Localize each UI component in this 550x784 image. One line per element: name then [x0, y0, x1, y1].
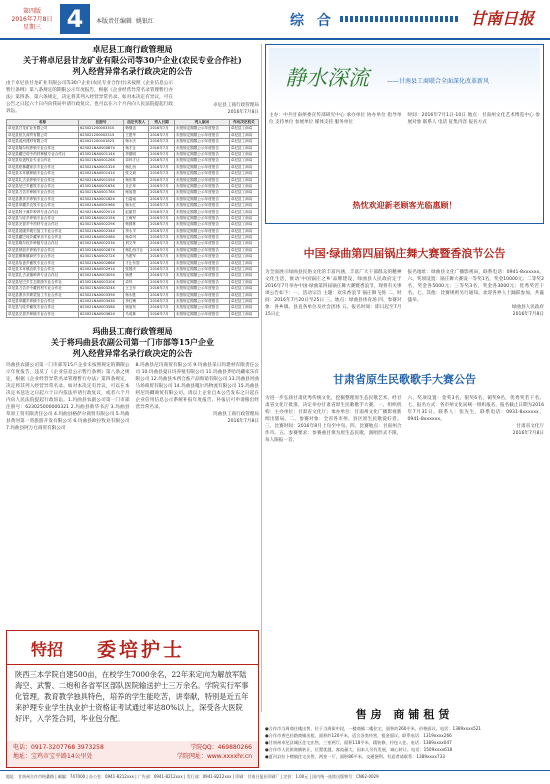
exhibition-info-right: 时间：2016年7月1日-10日 地点：甘南州文化艺术博览中心 参展对象 联系人 电话 征集内容 报名方式	[407, 113, 540, 125]
table-cell: 623021NA000305X	[78, 273, 123, 279]
table-cell: 2016年7月	[149, 305, 175, 311]
table-cell: 2016年7月	[149, 171, 175, 177]
table-cell: 2016年7月	[149, 215, 175, 221]
classified-line: ●合作市当周商住楼出售，位于当周街中段，一楼商铺二楼住宅，面积约260平米，价格面议。电话：1389xxxx521	[265, 726, 482, 731]
table-cell: 杨才让	[124, 145, 149, 151]
table-cell: 未按规定期限公示年度报告	[174, 158, 229, 164]
classified-line: ●合作市香巴拉路商铺出租，面积约120平米，适合各类经营，租金面议。联系电话：1319xxxx266	[265, 733, 452, 738]
table-cell: 卓尼县恒久商贸有限公司	[7, 132, 79, 138]
table-cell: 2016年7月	[149, 292, 175, 298]
table-cell: 卓尼县工商局	[229, 292, 258, 298]
table-cell: 623021200001823	[78, 139, 123, 145]
article-maqu-date: 2016年7月8日	[227, 419, 259, 425]
table-cell: 卓尼县木耳镇农机专业合作社	[7, 266, 79, 272]
exhibition-info-left: 主办：中共甘南州委宣传部研究中心 承办单位 协办单位 指导单位 支持单位 参展单位 媒体支持 服务单位	[269, 113, 402, 125]
article-guozhuang-col2: 报名地址：绿曲县文化广播影视局，联系电话：0941-8xxxxxx。六、奖项设置：锅庄舞大赛设一等奖1名，奖金10000元；二等奖2名，奖金各5000元；三等奖3名，奖金各3000元；优秀奖若干名。七、其他：比赛规则另行通知。欢迎各界人士踊跃参加，共襄盛举。	[407, 270, 544, 303]
table-cell: 2016年7月	[149, 139, 175, 145]
table-cell: 623021NA000132X	[78, 164, 123, 170]
table-cell: 卓尼县工商局	[229, 279, 258, 285]
table-cell: 卓尼县工商局	[229, 254, 258, 260]
table-cell: 2016年7月	[149, 298, 175, 304]
table-cell: 623021NA000155X	[78, 177, 123, 183]
table-cell: 未按规定期限公示年度报告	[174, 190, 229, 196]
table-cell: 未按规定期限公示年度报告	[174, 254, 229, 260]
table-cell: 卓尼县工商局	[229, 311, 258, 317]
table-cell: 卓尼县洮砚乡砚石加工专业合作社	[7, 228, 79, 234]
table-cell: 马成林	[124, 311, 149, 317]
table-cell: 2016年7月	[149, 241, 175, 247]
abnormal-list-table	[6, 119, 259, 318]
table-cell: 2016年7月	[149, 196, 175, 202]
table-cell: 623021200002515	[78, 132, 123, 138]
article-guozhuang-col1: 为全面展示绿曲县民俗文化的丰富内涵，丰富广大干部群众的精神文化生活，推动‘中国锅庄之乡’品牌建设，绿曲县人民政府定于2016年7月举办中国·绿曲第四届锅庄舞大赛暨香浪节，现将有关事项公告如下：一、活动宗旨 主题：欢乐香浪节 锅庄舞飞扬 二、时间：2016年7月20日至25日 三、地点：绿曲县体育场 四、参赛对象：各乡镇、县直各单位及社会团体 五、报名时间：即日起至7月15日止	[265, 270, 402, 317]
table-header-cell: 注册号	[78, 120, 123, 126]
table-cell: 卓尼县扎古录镇种养专业合作社	[7, 273, 79, 279]
nurse-ad-tag: 特招	[31, 640, 64, 659]
table-cell: 李红梅	[124, 298, 149, 304]
table-cell: 未按规定期限公示年度报告	[174, 311, 229, 317]
table-cell: 2016年7月	[149, 247, 175, 253]
table-cell: 杨国栋	[124, 222, 149, 228]
article-maqu-subtitle: 列入经营异常名录行政决定的公告	[72, 348, 193, 359]
table-cell: 卓尼县完冒乡中药材专业合作社	[7, 222, 79, 228]
page-footer: 地址：甘南州合作市格桑路 | 邮编：747000 | 办公室：0941-8212xxx | 广告部：0941-8212xxx | 发行部：0941-8212xxx | 印刷：甘南日报社印刷厂 | 定价：1.00元 | 国内统一连续出版物号：CN62-0029	[0, 770, 550, 784]
left-column	[6, 44, 259, 432]
table-cell: 张文斌	[124, 171, 149, 177]
table-cell: 杨加措	[124, 190, 149, 196]
issue-date: 2016年7月8日	[11, 16, 53, 23]
exhibition-ad	[265, 44, 544, 224]
table-cell: 卓尼县工商局	[229, 196, 258, 202]
table-cell: 卓尼县纳浪乡养殖专业合作社	[7, 247, 79, 253]
table-cell: 卓尼县工商局	[229, 215, 258, 221]
table-cell: 旦正草	[124, 183, 149, 189]
table-cell: 卓尼县工商局	[229, 139, 258, 145]
right-column	[265, 44, 544, 444]
table-cell: 2016年7月	[149, 266, 175, 272]
table-cell: 杨永胜	[124, 292, 149, 298]
table-cell: 赵丽君	[124, 209, 149, 215]
table-cell: 未按规定期限公示年度报告	[174, 222, 229, 228]
table-cell: 623021NA000114X	[78, 151, 123, 157]
table-cell: 623021NA000234X	[78, 228, 123, 234]
table-cell: 623021NA000087X	[78, 145, 123, 151]
table-header-cell: 法定代表人	[124, 120, 149, 126]
table-cell: 卓尼县工商局	[229, 158, 258, 164]
table-cell: 623021NA000182X	[78, 196, 123, 202]
table-cell: 2016年7月	[149, 126, 175, 132]
table-cell: 卓尼县工商局	[229, 286, 258, 292]
table-cell: 卓尼县工商局	[229, 298, 258, 304]
article-zhuoni-title: 关于将卓尼县甘龙矿业有限公司等30户企业(农民专业合作社)	[23, 55, 242, 65]
table-cell: 杨勇	[124, 273, 149, 279]
table-cell: 623021NA000126X	[78, 158, 123, 164]
table-cell: 卓尼县工商局	[229, 183, 258, 189]
nurse-ad-phone: 电话：0917-3207768 3973258	[13, 744, 104, 751]
table-cell: 李德明	[124, 151, 149, 157]
table-cell: 未按规定期限公示年度报告	[174, 164, 229, 170]
table-cell: 卓尼县工商局	[229, 305, 258, 311]
table-cell: 卓尼县康多乡养殖专业合作社	[7, 196, 79, 202]
table-cell: 623021NA000248X	[78, 235, 123, 241]
table-cell: 623021NA000267X	[78, 247, 123, 253]
table-cell: 623021200003310	[78, 126, 123, 132]
table-cell: 623021NA000201X	[78, 209, 123, 215]
table-cell: 卓玛才让	[124, 158, 149, 164]
article-guozhuang-date: 2016年7月8日	[512, 312, 544, 317]
table-cell: 杨卓玛	[124, 235, 149, 241]
masthead	[0, 0, 550, 40]
article-maqu-title: 关于将玛曲县农副公司第一门市部等15户企业	[50, 337, 215, 348]
table-cell: 2016年7月	[149, 222, 175, 228]
table-cell: 杨东珠	[124, 177, 149, 183]
table-cell: 卓尼县工商局	[229, 132, 258, 138]
nurse-ad-header	[7, 631, 258, 665]
table-cell: 卓尼县柏林藏家乐专业合作社	[7, 164, 79, 170]
table-cell: 未按规定期限公示年度报告	[174, 145, 229, 151]
table-cell: 卓尼县工商局	[229, 171, 258, 177]
table-cell: 卓尼县阿子滩乡种养专业合作社	[7, 209, 79, 215]
nurse-recruitment-ad	[6, 630, 259, 768]
article-zhuoni-body: 由于卓尼县甘龙矿业有限公司等30户企业(农民专业合作社)未按照《企业信息公示暂行条例》第八条规定的期限公示年度报告，根据《企业经营异常名录管理暂行办法》第四条、第六条规定，决定将其列入经营异常名录。如对本决定有异议，可在公告之日起六十日内向我局申请行政复议，也可以在六个月内向人民法院提起行政诉讼。	[6, 81, 173, 114]
article-maqu-signature: 玛曲县工商行政管理局	[213, 412, 259, 418]
table-cell: 未按规定期限公示年度报告	[174, 241, 229, 247]
table-cell: 卓尼县木耳镇种植专业合作社	[7, 171, 79, 177]
nurse-ad-address: 地址：宝鸡市宝平路14公里处	[13, 753, 93, 760]
table-cell: 未按规定期限公示年度报告	[174, 171, 229, 177]
table-cell: 卓尼县工商局	[229, 164, 258, 170]
table-cell: 卓尼县工商局	[229, 145, 258, 151]
article-folksong-col1: 为进一步弘扬甘肃优秀传统文化，挖掘整理原生态民歌艺术，经甘肃省文化厅批准，决定举办甘肃省原生民歌歌手大赛。一、组织机构：主办单位：甘肃省文化厅；承办单位：甘南州文化广播影视新闻出版局。二、参赛对象：全省各市州、县区原生民歌爱好者。三、比赛时间：2016年8月上旬至中旬。四、比赛地点：甘南州合作市。五、参赛要求：参赛曲目须为原生态民歌，演唱形式不限，每人限报一首。	[265, 396, 402, 443]
table-cell: 未按规定期限公示年度报告	[174, 260, 229, 266]
table-cell: 卓尼县工商局	[229, 273, 258, 279]
table-cell: 2016年7月	[149, 254, 175, 260]
column-divider	[261, 44, 262, 712]
table-cell: 623021NA000310X	[78, 279, 123, 285]
table-cell: 杨永庆	[124, 139, 149, 145]
table-cell: 2016年7月	[149, 164, 175, 170]
table-cell: 卓尼县喀尔钦养殖专业合作社	[7, 145, 79, 151]
table-cell: 未按规定期限公示年度报告	[174, 215, 229, 221]
article-guozhuang-signature: 绿曲县人民政府	[511, 305, 544, 310]
table-cell: 卓玛	[124, 279, 149, 285]
edition-label: 第四版	[22, 8, 41, 15]
editor-name: 姚银红	[135, 18, 154, 25]
article-zhuoni-authority: 卓尼县工商行政管理局	[92, 44, 173, 54]
classified-sale-title: 售房 商铺租赁	[355, 708, 454, 721]
table-cell: 未按规定期限公示年度报告	[174, 132, 229, 138]
table-cell: 2016年7月	[149, 279, 175, 285]
classified-line: ●合作市人民街商铺转让，位置优越，客流量大，因本人另有发展，诚心转让。电话：1509xxxx618	[265, 747, 453, 752]
table-cell: 卓尼县工商局	[229, 222, 258, 228]
table-cell: 未按规定期限公示年度报告	[174, 177, 229, 183]
table-cell: 杨永红	[124, 203, 149, 209]
table-cell: 未按规定期限公示年度报告	[174, 126, 229, 132]
table-cell: 卓尼县恰盖乡畜牧专业合作社	[7, 260, 79, 266]
table-cell: 623021NA000163X	[78, 183, 123, 189]
table-cell: 2016年7月	[149, 273, 175, 279]
table-cell: 2016年7月	[149, 177, 175, 183]
article-maqu-col2: 8.玛曲县尼玛商贸有限公司 9.玛曲县采日玛建材有限责任公司 10.玛曲县曼日玛养殖有限公司 11.玛曲县齐哈玛藏家乐有限公司 12.玛曲县木西合畜产品购销有限公司 13.玛曲县河曲马场商贸有限公司 14.玛曲县嘎尔玛物流有限公司 15.玛曲县阿尼玛卿商贸有限公司。请以上企业自本公告发布之日起在企业信用信息公示系统补报年度报告，补报后可申请移出经营异常名录。	[135, 363, 259, 411]
table-cell: 卓尼县刀告乡种植专业合作社	[7, 190, 79, 196]
article-zhuoni-subtitle: 列入经营异常名录行政决定的公告	[72, 66, 193, 76]
nurse-ad-qq: 学院QQ：469880266	[190, 744, 252, 751]
table-cell: 未按规定期限公示年度报告	[174, 298, 229, 304]
table-cell: 2016年7月	[149, 132, 175, 138]
table-cell: 2016年7月	[149, 145, 175, 151]
table-cell: 未按规定期限公示年度报告	[174, 203, 229, 209]
table-cell: 卓尼县完冒乡种植专业合作社	[7, 311, 79, 317]
article-zhuoni-signature: 卓尼县工商行政管理局	[213, 103, 259, 108]
table-cell: 未按规定期限公示年度报告	[174, 279, 229, 285]
table-cell: 卓尼县工商局	[229, 126, 258, 132]
table-cell: 未按规定期限公示年度报告	[174, 228, 229, 234]
table-cell: 刘文华	[124, 241, 149, 247]
table-cell: 2016年7月	[149, 260, 175, 266]
table-cell: 卓尼县工商局	[229, 190, 258, 196]
exhibition-banner	[269, 48, 540, 108]
article-folksong-date: 2016年7月8日	[512, 431, 544, 436]
table-cell: 2016年7月	[149, 158, 175, 164]
article-zhuoni-date: 2016年7月8日	[227, 110, 259, 115]
table-cell: 卓尼县勺哇乡畜牧专业合作社	[7, 305, 79, 311]
table-cell: 未按规定期限公示年度报告	[174, 151, 229, 157]
table-cell: 未按规定期限公示年度报告	[174, 286, 229, 292]
table-cell: 卓尼县尼巴乡生态旅游专业合作社	[7, 279, 79, 285]
table-cell: 卓尼县工商局	[229, 228, 258, 234]
table-cell: 卓尼县工商局	[229, 151, 258, 157]
article-maqu-authority: 玛曲县工商行政管理局	[92, 326, 173, 337]
nurse-ad-contact	[7, 741, 258, 767]
table-cell: 卓尼县柳林镇商贸专业合作社	[7, 254, 79, 260]
table-cell: 2016年7月	[149, 311, 175, 317]
table-cell: 623021NA000362X	[78, 311, 123, 317]
table-cell: 未按规定期限公示年度报告	[174, 305, 229, 311]
table-cell: 卓尼县喀尔钦乡种植专业合作社	[7, 241, 79, 247]
table-cell: 623021NA000324X	[78, 286, 123, 292]
edition-info	[6, 8, 58, 32]
article-folksong-title: 甘肃省原生民歌歌手大赛公告	[333, 373, 476, 386]
table-cell: 卓尼县工商局	[229, 241, 258, 247]
exhibition-slogan: 热忱欢迎新老顾客光临惠顾！	[352, 201, 457, 210]
table-cell: 623021NA000291X	[78, 266, 123, 272]
table-cell: 2016年7月	[149, 209, 175, 215]
table-cell: 2016年7月	[149, 190, 175, 196]
table-cell: 未按规定期限公示年度报告	[174, 183, 229, 189]
table-cell: 张国庆	[124, 266, 149, 272]
exhibition-banner-text: 静水深流	[285, 66, 369, 90]
table-cell: 卓尼县甘龙矿业有限公司	[7, 126, 79, 132]
table-cell: 623021NA000272X	[78, 254, 123, 260]
table-cell: 623021NA000229X	[78, 222, 123, 228]
table-cell: 623021NA000339X	[78, 292, 123, 298]
classified-sale	[265, 706, 544, 768]
newspaper-logo: 甘南日报	[470, 9, 535, 28]
table-cell: 2016年7月	[149, 203, 175, 209]
table-header-cell: 名称	[7, 120, 79, 126]
table-cell: 杨扎西才让	[124, 247, 149, 253]
table-cell: 未按规定期限公示年度报告	[174, 209, 229, 215]
table-cell: 2016年7月	[149, 286, 175, 292]
table-cell: 卓尼县工商局	[229, 260, 258, 266]
article-guozhuang	[265, 246, 544, 318]
table-cell: 623021NA000286X	[78, 260, 123, 266]
exhibition-banner-subtitle: ——甘南县工商联合全面深化改革新风	[387, 78, 490, 85]
table-cell: 石索南	[124, 196, 149, 202]
table-cell: 2016年7月	[149, 183, 175, 189]
table-cell: 卓尼县申藏乡养蜂专业合作社	[7, 298, 79, 304]
table-cell: 卓尼县康多乡蕨菜加工专业合作社	[7, 292, 79, 298]
table-cell: 未按规定期限公示年度报告	[174, 139, 229, 145]
editor-label: 本版责任编辑	[96, 18, 133, 25]
table-cell: 623021NA000253X	[78, 241, 123, 247]
table-cell: 王海军	[124, 215, 149, 221]
classified-line: ●甘南州卓尼县城区住宅出售，三室两厅，面积118平米，精装修，拎包入住。电话：1389xxxx047	[265, 740, 452, 745]
table-cell: 卓尼县工商局	[229, 266, 258, 272]
table-header-cell: 作出决定机关	[229, 120, 258, 126]
nurse-ad-body: 陕西三本学院自建500亩，在校学生7000余名，22年来定向为解放军陆海空、武警、二炮和各省军区部队医院输送护士三万余名。学院实行军事化管理，教育教学独具特色，培养的学生能吃苦，讲奉献，特别是近五年来护理专业学生执业护士资格证考试通过率达80%以上，深受各大医院好评，入学签合同，毕业包分配。	[15, 670, 249, 723]
table-cell: 623021NA000358X	[78, 305, 123, 311]
table-cell: 2016年7月	[149, 228, 175, 234]
table-cell: 2016年7月	[149, 151, 175, 157]
nurse-ad-web: 学院网址：www.xxxxhr.cn	[176, 753, 252, 760]
table-cell: 未按规定期限公示年度报告	[174, 196, 229, 202]
header-decoration	[340, 16, 460, 22]
table-cell: 623021NA000141X	[78, 171, 123, 177]
classified-line: ●夏河县拉卜楞镇住宅出售，两室一厅，面积86平米，交通便利。有意者请联系：1389xxxx733	[265, 754, 445, 759]
table-row	[7, 311, 259, 317]
article-maqu	[6, 326, 259, 432]
table-cell: 卓尼县尼巴乡畜牧专业合作社	[7, 183, 79, 189]
table-cell: 卓尼县刀告乡中藏药材专业合作社	[7, 286, 79, 292]
article-zhuoni	[6, 44, 259, 318]
table-cell: 未按规定期限公示年度报告	[174, 292, 229, 298]
table-cell: 卓尼县勺哇乡养殖专业合作社	[7, 215, 79, 221]
table-cell: 王建华	[124, 132, 149, 138]
table-cell: 623021NA000343X	[78, 298, 123, 304]
table-cell: 卓尼县工商局	[229, 247, 258, 253]
article-folksong	[265, 372, 544, 444]
table-cell: 卓尼县申藏乡农牧专业合作社	[7, 203, 79, 209]
table-cell: 卓尼县扎古录养殖专业合作社	[7, 177, 79, 183]
table-cell: 未按规定期限公示年度报告	[174, 266, 229, 272]
table-cell: 未按规定期限公示年度报告	[174, 235, 229, 241]
table-cell: 卓尼县工商局	[229, 203, 258, 209]
table-header-cell: 列入原因	[174, 120, 229, 126]
weekday: 星期三	[22, 24, 41, 31]
table-cell: 623021NA000178X	[78, 190, 123, 196]
editor-line	[96, 16, 154, 25]
table-cell: 卓尼县工商局	[229, 209, 258, 215]
table-header-cell: 列入日期	[149, 120, 175, 126]
table-cell: 623021NA000215X	[78, 215, 123, 221]
page-number: 4	[60, 4, 90, 34]
section-title: 综 合	[290, 13, 335, 29]
table-cell: 李永平	[124, 228, 149, 234]
article-maqu-col1: 玛曲县农副公司第一门市部等15户企业未按照规定的期限公示年度报告，违反了《企业信息公示暂行条例》第八条之规定，根据《企业经营异常名录管理暂行办法》第四条规定，决定将其列入经营异常名录。如对本决定有异议，可以在本决定书送达之日起六十日内依法申请行政复议，或者六个月内向人民法院提起行政诉讼。1.玛曲县农副公司第一门市部 注册号：623025000000321 2.玛曲县新华书店 3.玛曲县草原工贸有限责任公司 4.玛曲县格萨尔商贸有限公司 5.玛曲县黄河第一湾旅游开发有限公司 6.玛曲县欧拉牧业有限公司 7.玛曲县阿万仓商贸有限公司	[6, 363, 130, 432]
table-cell: 未按规定期限公示年度报告	[174, 247, 229, 253]
article-folksong-col2: 六、奖项设置：金奖3名，银奖6名，铜奖9名，优秀奖若干名。七、报名方式：各市州文化局统一组织报名，报名截止日期为2016年7月31日。联系人：张先生，联系电话：0931-8xxxxxx，0941-8xxxxxx。	[407, 396, 544, 422]
article-guozhuang-title: 中国·绿曲第四届锅庄舞大赛暨香浪节公告	[303, 247, 506, 260]
table-cell: 马建军	[124, 254, 149, 260]
table-cell: 卓尼县藏巴哇乡藏家乐专业合作社	[7, 235, 79, 241]
table-cell: 卓尼县藏巴哇中药材种植专业合作社	[7, 151, 79, 157]
table-cell: 623021NA000196X	[78, 203, 123, 209]
nurse-ad-headline: 委培护士	[97, 639, 186, 661]
table-cell: 王卫东	[124, 286, 149, 292]
table-cell: 卓尼县工商局	[229, 235, 258, 241]
table-cell: 卓尼县工商局	[229, 177, 258, 183]
article-folksong-signature: 甘肃省文化厅	[516, 424, 544, 429]
table-cell: 才让东智	[124, 260, 149, 266]
table-cell: 杨扎西	[124, 164, 149, 170]
table-cell: 韩继忠	[124, 126, 149, 132]
table-cell: 未按规定期限公示年度报告	[174, 273, 229, 279]
table-cell: 2016年7月	[149, 235, 175, 241]
table-cell: 杨加布	[124, 305, 149, 311]
table-cell: 卓尼县恰盖牧业专业合作社	[7, 158, 79, 164]
table-cell: 卓尼县洮河建材有限公司	[7, 139, 79, 145]
